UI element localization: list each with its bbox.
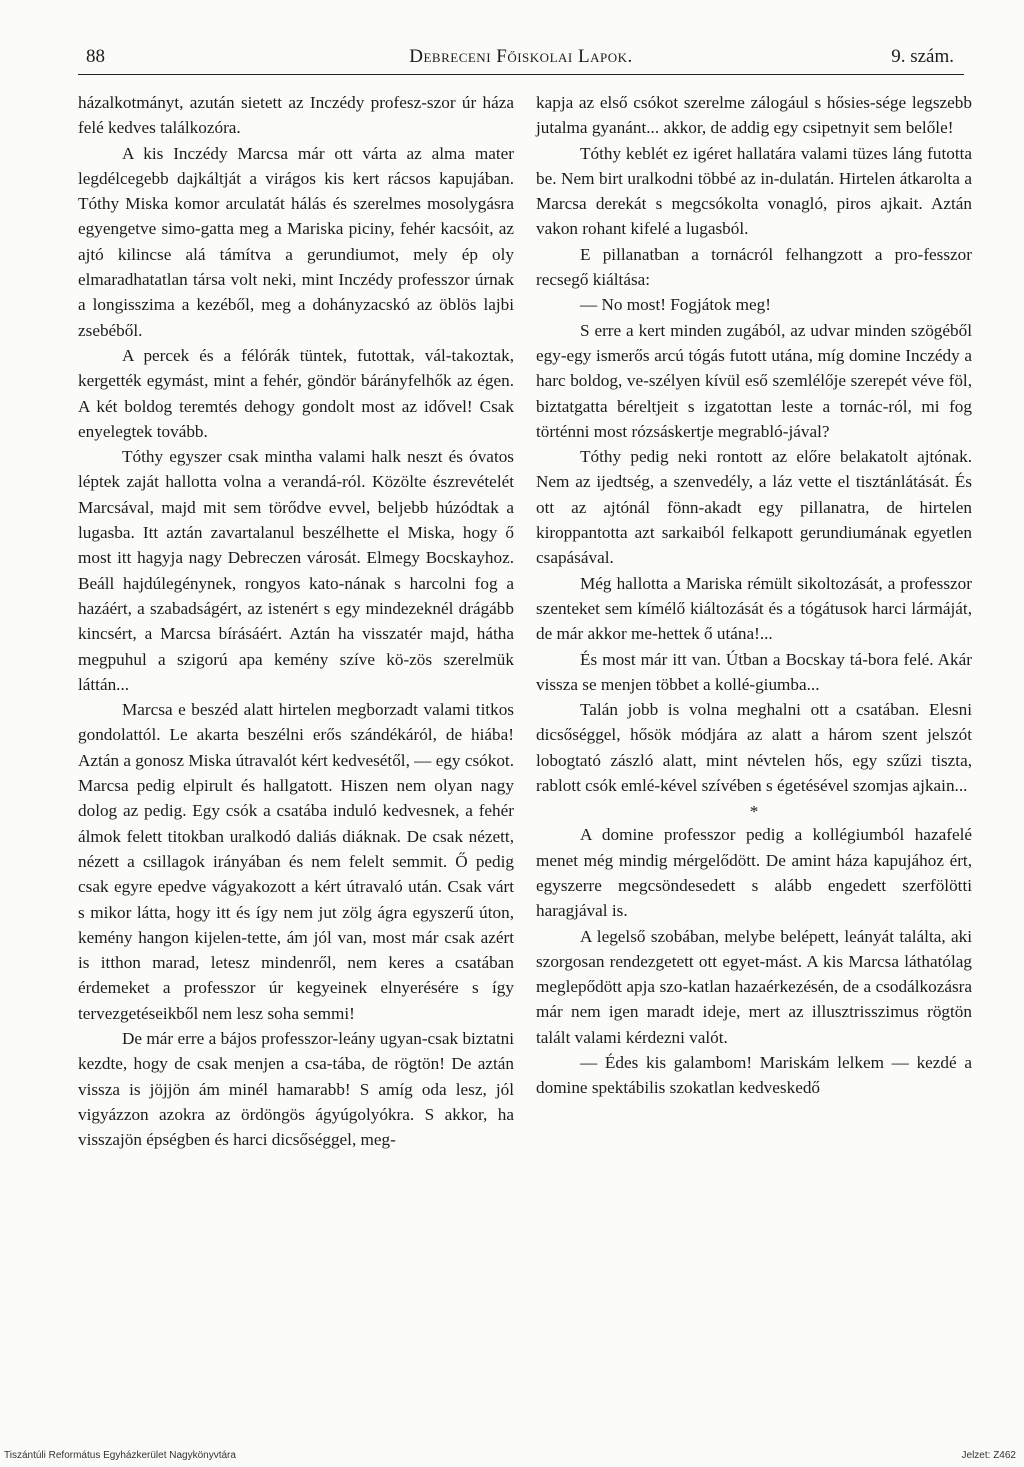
paragraph: E pillanatban a tornácról felhangzott a pro-fesszor recsegő kiáltása: (536, 244, 972, 290)
right-text-column (536, 90, 972, 1101)
paragraph: A kis Inczédy Marcsa már ott várta az alma mater legdélcegebb dajkáltját a virágos kis kert rácsos kapujában. Tóthy Miska komor arculatát hálás és szerelmes mosolygásra egyengetve simo-gatta meg a Mariska piciny, fehér kacsóit, az ajtó kilincse alá támítva a gerundiumot, mely ép oly elmaradhatatlan társa volt neki, mint Inczédy professzor úrnak a longisszima a kezéből, meg a dohányzacskó az öblös lajbi zsebéből. (78, 143, 514, 340)
left-text-column (78, 90, 514, 1152)
paragraph: Tóthy egyszer csak mintha valami halk neszt és óvatos léptek zaját hallotta volna a verandá-ról. Közölte észrevételét Marcsával, majd mit sem törődve evvel, beljebb húzódtak a lugasba. Itt aztán zavartalanul beszélhette el Miska, hogy ő most itt hagyja nagy Debreczen városát. Elmegy Bocskayhoz. Beáll hajdúlegénynek, rongyos kato-nának s harcolni fog a hazáért, a szabadságért, az istenért s egy mindezeknél drágább kincsért, a Marcsa bírásáért. Aztán ha visszatér majd, hátha megpuhul a szigorú apa kemény szíve kö-zös szerelmük láttán... (78, 447, 514, 694)
journal-title: Debreceni Főiskolai Lapok. (409, 46, 633, 67)
shelfmark: Jelzet: Z462 (961, 1450, 1016, 1461)
paragraph: — No most! Fogjátok meg! (580, 295, 771, 315)
paragraph: Még hallotta a Mariska rémült sikoltozását, a professzor szenteket sem kímélő kiáltozását és a tógátusok harci lármáját, de már akkor me-hettek ő utána!... (536, 573, 972, 644)
paragraph: A legelső szobában, melybe belépett, leányát találta, aki szorgosan rendezgetett ott egyet-mást. A kis Marcsa láthatólag meglepődött apja szo-katlan hazaérkezésén, de a csodálkozásra már nem igen maradt ideje, mert az illusztrisszimus rögtön talált valami kérdezni valót. (536, 926, 972, 1047)
paragraph: Tóthy pedig neki rontott az előre belakatolt ajtónak. Nem az ijedtség, a szenvedély, a láz vette el tisztánlátását. És ott az ajtónál fönn-akadt egy pillanatra, de hirtelen kiroppantotta azt sarkaiból felkapott gerundiumának egyetlen csapásával. (536, 447, 972, 568)
paragraph: És most már itt van. Útban a Bocskay tá-bora felé. Akár vissza se menjen többet a kollé-giumba... (536, 649, 972, 694)
issue-number: 9. szám. (891, 46, 954, 67)
page-number: 88 (86, 46, 105, 67)
paragraph: S erre a kert minden zugából, az udvar minden szögéből egy-egy ismerős arcú tógás futott utána, míg domine Inczédy a harc boldog, ve-szélyen kívül eső szemlélője szerepét véve föl, biztatgatta béreltjeit s izgatottan leste a tornác-ról, mi fog történni most rózsáskertje megrabló-jával? (536, 320, 972, 441)
paragraph: — Édes kis galambom! Mariskám lelkem — kezdé a domine spektábilis szokatlan kedveskedő (536, 1052, 972, 1098)
section-divider-star: * (749, 802, 759, 822)
paragraph: De már erre a bájos professzor-leány ugyan-csak biztatni kezdte, hogy de csak menjen a csa-tába, de rögtön! De aztán vissza is jöjjön ám minél hamarabb! S amíg oda lesz, jól vigyázzon azokra az ördöngös ágyúgolyókra. S akkor, ha visszajön épségben és harci dicsőséggel, meg- (78, 1028, 514, 1150)
paragraph: A domine professzor pedig a kollégiumból hazafelé menet még mindig mérgelődött. De amint háza kapujához ért, egyszerre megcsöndesedett s alább engedett szerfölötti haragjával is. (536, 825, 972, 921)
running-header (78, 44, 964, 75)
paragraph: Marcsa e beszéd alatt hirtelen megborzadt valami titkos gondolattól. Le akarta beszélni erős szándékáról, de hiába! Aztán a gonosz Miska útravalót kért kedvesétől, — egy csókot. Marcsa pedig elpirult és hallgatott. Hiszen nem olyan nagy dolog az pedig. Egy csók a csatába induló kedvesnek, a fehér álmok felett titokban uralkodó daliás diáknak. De csak nézett, nézett a csillagok irányában és nem felelt semmit. Ő pedig csak egyre epedve vágyakozott a kért útravaló után. Csak várt s mikor látta, hogy itt és így nem jut zölg ágra egyszerű úton, kemény hangon kijelen-tette, ám jól van, most már csak azért is itthon marad, letesz mindenről, nem keres a csatában érdemeket a professzor úr kegyeinek elnyerésére s így tervezgetéseikből nem lesz soha semmi! (78, 700, 514, 1023)
paragraph: házalkotmányt, azután sietett az Inczédy profesz-szor úr háza felé kedves találkozóra. (78, 93, 514, 138)
paragraph: A percek és a félórák tüntek, futottak, vál-takoztak, kergették egymást, mint a fehér, göndör bárányfelhők az égen. A két boldog teremtés dehogy gondolt most az idővel! Csak enyelegtek tovább. (78, 345, 514, 441)
paragraph: Talán jobb is volna meghalni ott a csatában. Elesni dicsőséggel, hősök módjára az alatt a három szent jelszót lobogtató zászló alatt, mint névtelen hős, egy szűzi tiszta, rablott csók emlé-kével szívében s égetésével szomjas ajkain... (536, 700, 972, 796)
paragraph: Tóthy keblét ez igéret hallatára valami tüzes láng futotta be. Nem birt uralkodni többé az in-dulatán. Hirtelen átkarolta a Marcsa derekát s megcsókolta vonagló, piros ajkait. Aztán vakon rohant kifelé a lugasból. (536, 143, 972, 239)
library-credit: Tiszántúli Református Egyházkerület Nagykönyvtára (4, 1450, 236, 1461)
paragraph: kapja az első csókot szerelme zálogául s hősies-sége legszebb jutalma gyanánt... akkor, de addig egy csipetnyit sem belőle! (536, 93, 972, 138)
